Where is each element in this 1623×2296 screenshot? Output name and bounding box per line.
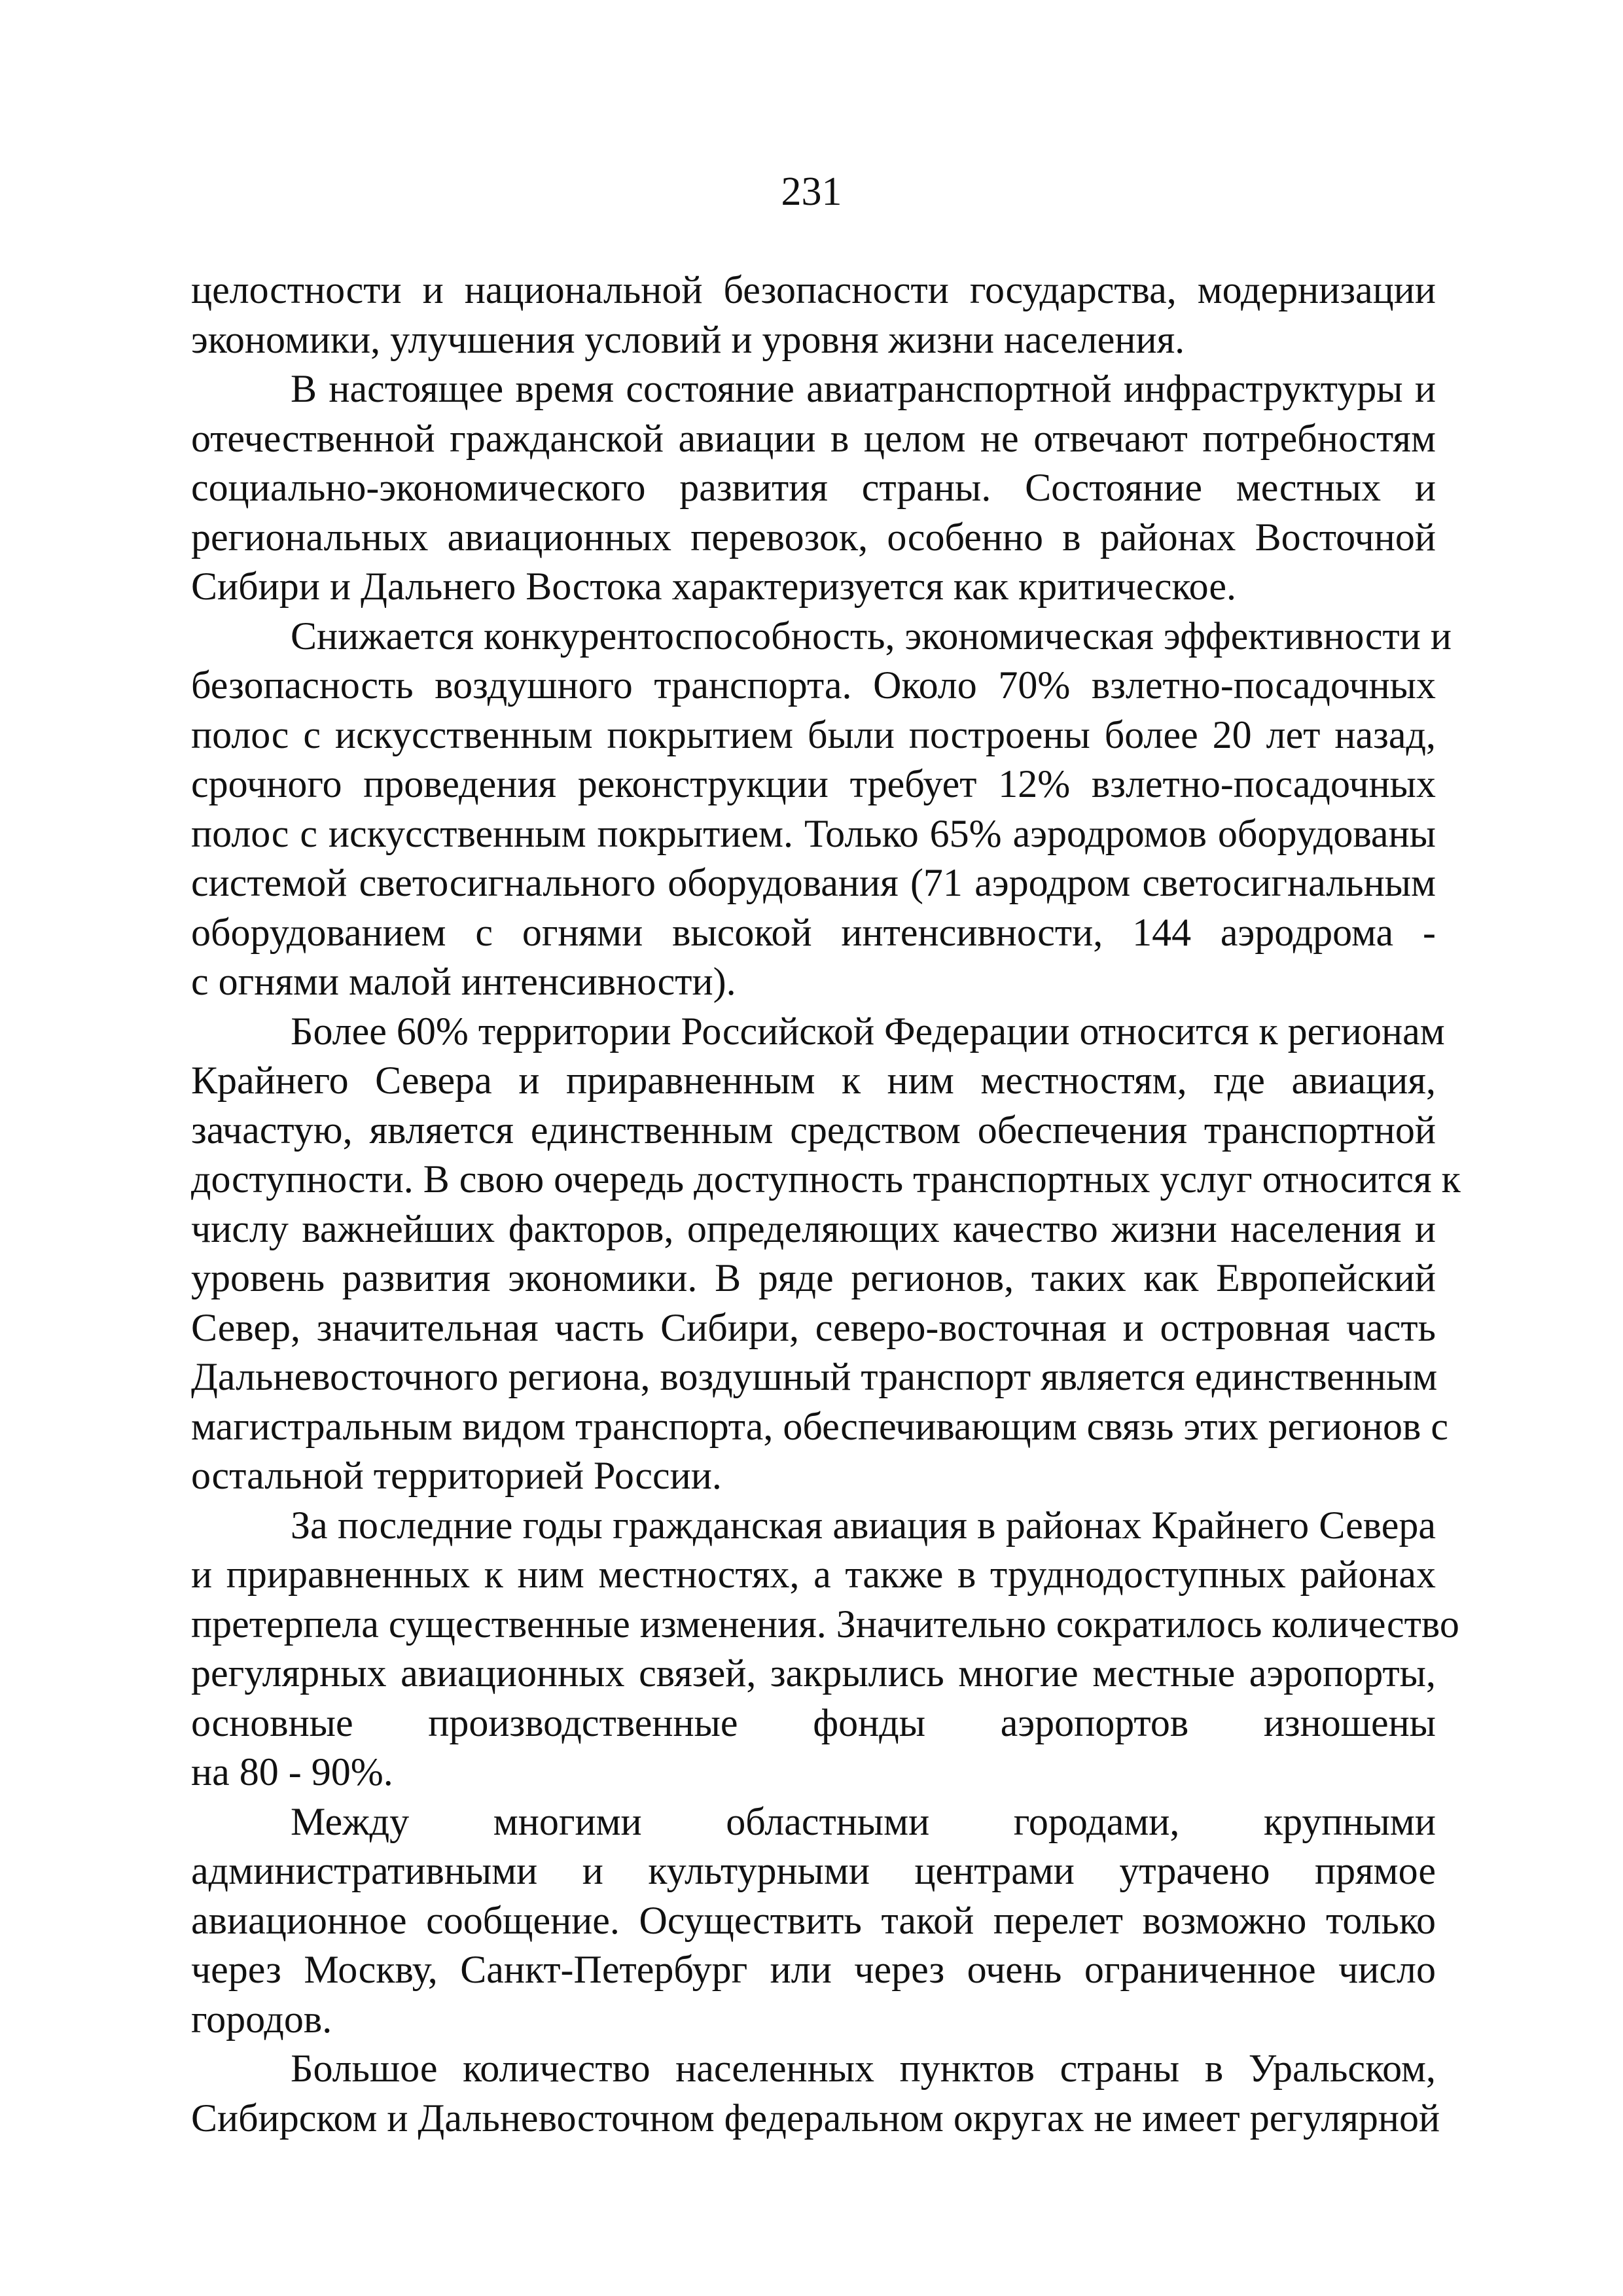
text-line: Дальневосточного региона, воздушный транспорт является единственным xyxy=(191,1355,1438,1398)
text-line: Более 60% территории Российской Федерации относится к регионам xyxy=(291,1009,1445,1053)
text-line: полос с искусственным покрытием были построены более 20 лет назад, xyxy=(191,713,1436,756)
text-line: основные производственные фонды аэропортов изношены xyxy=(191,1701,1436,1744)
text-line: остальной территорией России. xyxy=(191,1454,722,1497)
text-line: регулярных авиационных связей, закрылись многие местные аэропорты, xyxy=(191,1651,1436,1695)
text-line: авиационное сообщение. Осуществить такой перелет возможно только xyxy=(191,1898,1436,1942)
text-line: Снижается конкурентоспособность, экономическая эффективности и xyxy=(291,614,1452,658)
paragraph xyxy=(191,1501,1459,1797)
paragraph xyxy=(191,1007,1461,1501)
paragraph xyxy=(191,1797,1436,2045)
text-line: целостности и национальной безопасности государства, модернизации xyxy=(191,268,1436,311)
text-line: экономики, улучшения условий и уровня жизни населения. xyxy=(191,317,1185,361)
text-line: на 80 - 90%. xyxy=(191,1750,393,1793)
text-line: с огнями малой интенсивности). xyxy=(191,960,736,1003)
text-line: через Москву, Санкт-Петербург или через очень ограниченное число xyxy=(191,1948,1436,1991)
text-line: системой светосигнального оборудования (71 аэродром светосигнальным xyxy=(191,861,1436,904)
paragraph xyxy=(191,266,1436,364)
text-line: Сибирском и Дальневосточном федеральном округах не имеет регулярной xyxy=(191,2096,1440,2140)
text-line: зачастую, является единственным средством обеспечения транспортной xyxy=(191,1108,1436,1152)
text-line: Сибири и Дальнего Востока характеризуется как критическое. xyxy=(191,565,1236,608)
text-line: полос с искусственным покрытием. Только 65% аэродромов оборудованы xyxy=(191,811,1436,855)
text-line: городов. xyxy=(191,1997,332,2041)
text-line: социально-экономического развития страны. Состояние местных и xyxy=(191,466,1436,509)
text-line: Север, значительная часть Сибири, северо-восточная и островная часть xyxy=(191,1305,1436,1349)
text-line: Большое количество населенных пунктов страны в Уральском, xyxy=(291,2047,1436,2090)
body-text xyxy=(191,266,1461,2143)
text-line: В настоящее время состояние авиатранспортной инфраструктуры и xyxy=(291,367,1436,410)
text-line: и приравненных к ним местностях, а также в труднодоступных районах xyxy=(191,1553,1436,1596)
text-line: магистральным видом транспорта, обеспечивающим связь этих регионов с xyxy=(191,1404,1448,1448)
text-line: региональных авиационных перевозок, особенно в районах Восточной xyxy=(191,515,1436,559)
text-line: административными и культурными центрами утрачено прямое xyxy=(191,1849,1436,1892)
text-line: срочного проведения реконструкции требует 12% взлетно-посадочных xyxy=(191,762,1436,805)
paragraph xyxy=(191,364,1436,612)
text-line: безопасность воздушного транспорта. Около 70% взлетно-посадочных xyxy=(191,663,1436,707)
text-line: претерпела существенные изменения. Значительно сократилось количество xyxy=(191,1602,1459,1646)
text-line: числу важнейших факторов, определяющих качество жизни населения и xyxy=(191,1207,1436,1250)
text-line: отечественной гражданской авиации в целом не отвечают потребностям xyxy=(191,416,1436,460)
paragraph xyxy=(191,612,1452,1007)
paragraph xyxy=(191,2044,1440,2143)
text-line: Между многими областными городами, крупными xyxy=(291,1799,1436,1843)
text-line: За последние годы гражданская авиация в районах Крайнего Севера xyxy=(291,1503,1436,1547)
text-line: уровень развития экономики. В ряде регионов, таких как Европейский xyxy=(191,1256,1436,1299)
text-line: доступности. В свою очередь доступность транспортных услуг относится к xyxy=(191,1157,1461,1201)
page-number: 231 xyxy=(781,169,842,214)
text-line: оборудованием с огнями высокой интенсивности, 144 аэродрома - xyxy=(191,910,1436,954)
text-line: Крайнего Севера и приравненным к ним местностям, где авиация, xyxy=(191,1059,1436,1102)
